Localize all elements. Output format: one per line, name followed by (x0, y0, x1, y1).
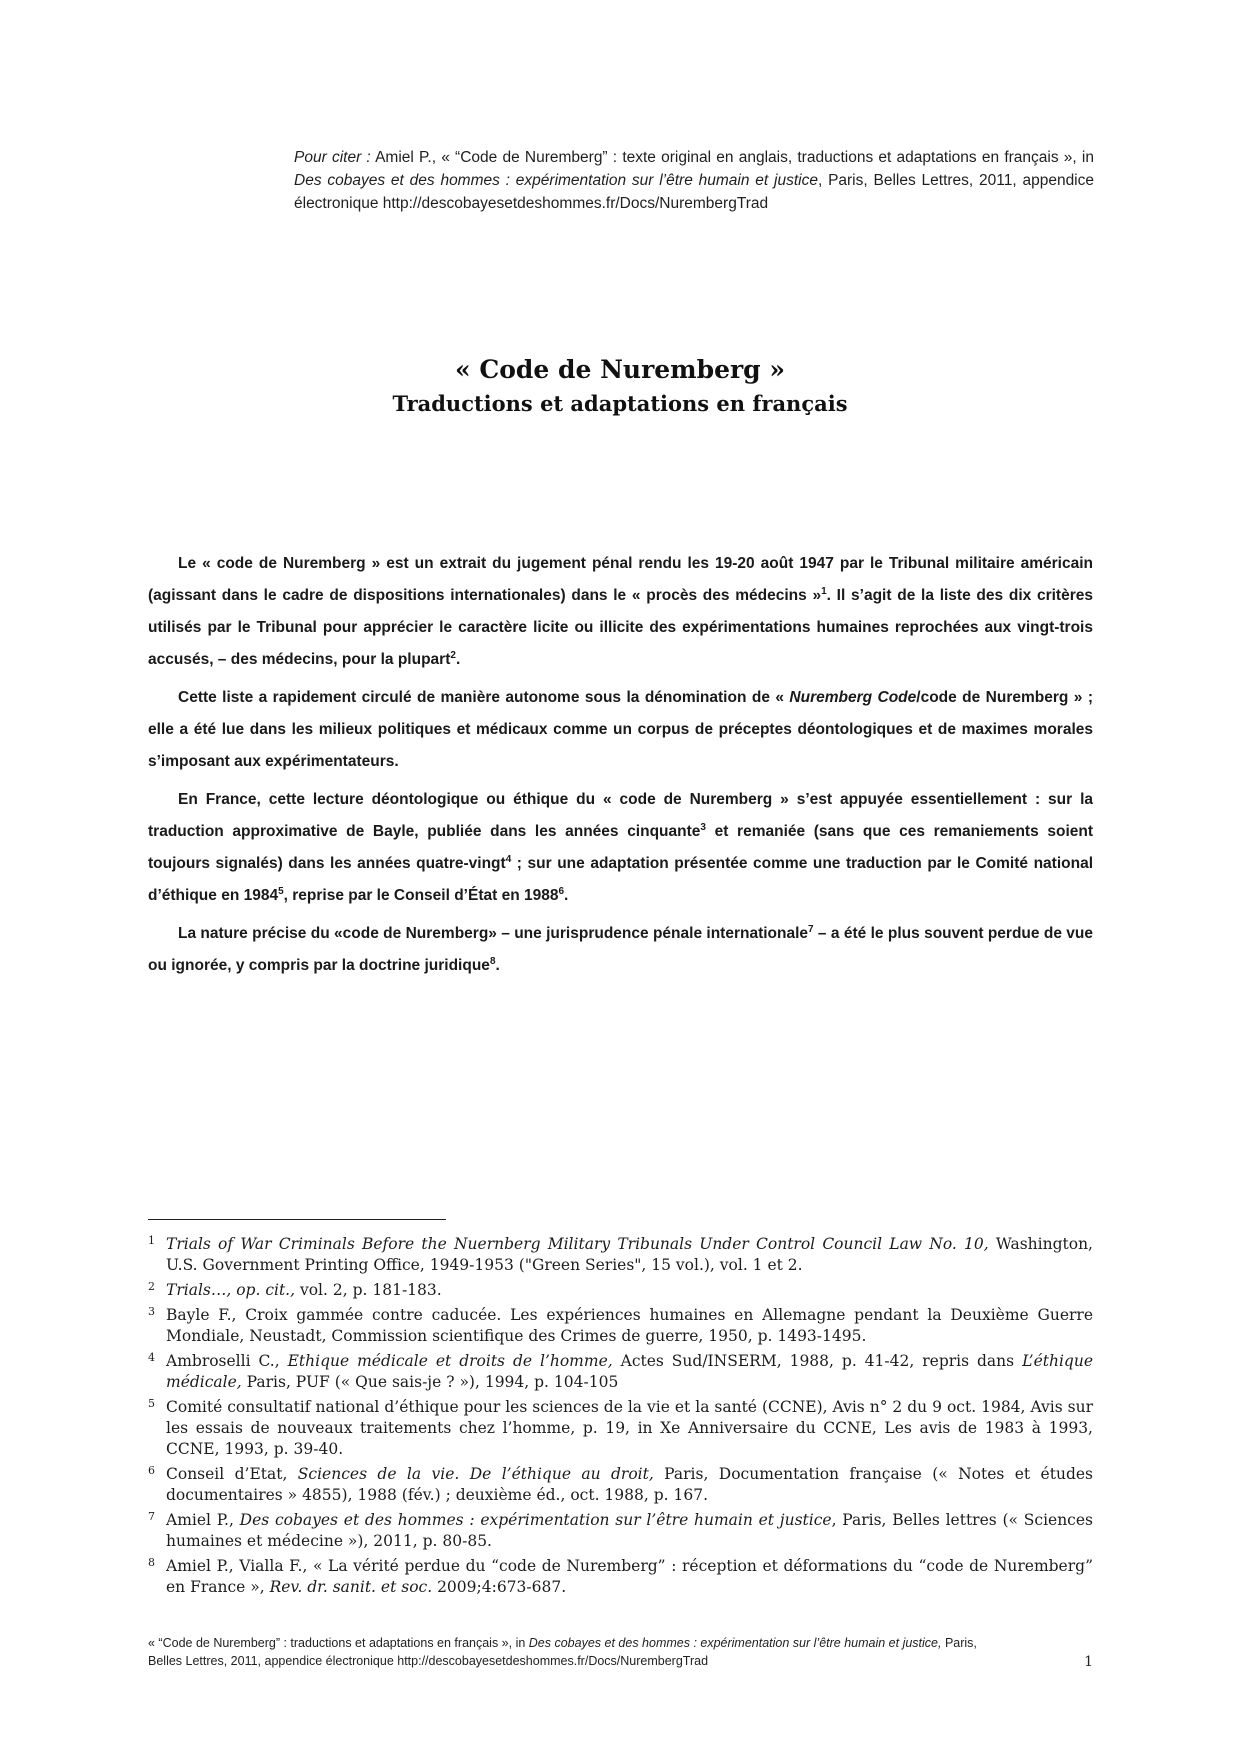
footnote-italic: Ethique médicale et droits de l’homme, (287, 1352, 613, 1370)
title-block (0, 352, 1240, 420)
citation-book-title: Des cobayes et des hommes : expérimentation sur l’être humain et justice (294, 172, 818, 189)
footnote-ref[interactable]: 5 (278, 885, 284, 897)
footnote-italic: Rev. dr. sanit. et soc. (269, 1578, 433, 1596)
footnote-text: Washington, U.S. Government Printing Office, 1949-1953 ("Green Series", 15 vol.), vol. 1 et 2. (166, 1235, 1093, 1274)
footnote-number: 5 (148, 1397, 155, 1410)
paragraph-4 (148, 918, 1093, 982)
paragraph-1 (148, 548, 1093, 676)
citation-author: Amiel P., « “Code de Nuremberg” : texte original en anglais, traductions et adaptations en français », in (370, 149, 1094, 166)
footnote-ref[interactable]: 2 (450, 649, 456, 661)
page-subtitle: Traductions et adaptations en français (392, 391, 848, 416)
page-title: « Code de Nuremberg » (454, 355, 785, 384)
citation-lead: Pour citer : (294, 149, 371, 166)
footnote-number: 3 (148, 1305, 155, 1318)
paragraph-text: , reprise par le Conseil d’État en 1988 (283, 887, 559, 904)
footnote-number: 1 (148, 1234, 155, 1247)
footnote-ref[interactable]: 8 (489, 955, 496, 967)
footnote-italic: L’éthique médicale, (166, 1352, 1093, 1391)
footer-text: « “Code de Nuremberg” : traductions et adaptations en français », in (148, 1636, 529, 1650)
paragraph-text: . (564, 887, 569, 904)
footer-book-title: Des cobayes et des hommes : expérimentation sur l’être humain et justice, (528, 1636, 942, 1650)
footnote-text: Amiel P., (166, 1511, 240, 1529)
footnote-5 (148, 1397, 1093, 1460)
paragraph-text: . Il s’agit de la liste des dix critères utilisés par le Tribunal pour apprécier le caractère licite ou illicite des expérimentations humaines reprochées aux vingt-trois accusés, – des médecins, pour la plupart (148, 587, 1093, 668)
footnote-6 (148, 1464, 1093, 1506)
footnote-4 (148, 1351, 1093, 1393)
paragraph-text: . (455, 651, 461, 668)
paragraph-text: Cette liste a rapidement circulé de manière autonome sous la dénomination de « (178, 689, 790, 706)
footnote-text: , Paris, Belles lettres (« Sciences humaines et médecine »), 2011, p. 80-85. (166, 1511, 1093, 1550)
footnote-number: 8 (148, 1556, 155, 1569)
footnote-number: 7 (148, 1510, 155, 1523)
footnote-text: Paris, PUF (« Que sais-je ? »), 1994, p. 104-105 (241, 1373, 619, 1391)
footnote-ref[interactable]: 7 (808, 923, 814, 935)
footnote-separator (148, 1219, 446, 1220)
paragraph-text: et remaniée (sans que ces remaniements soient toujours signalés) dans les années quatre-vingt (148, 823, 1093, 872)
paragraph-text: Le « code de Nuremberg » est un extrait du jugement pénal rendu les 19-20 août 1947 par le Tribunal militaire américain (agissant dans le cadre de dispositions internationales) dans le « procès des médecins » (148, 555, 1093, 604)
footnote-number: 6 (148, 1464, 155, 1477)
footnote-number: 2 (148, 1280, 155, 1293)
footnote-ref[interactable]: 3 (700, 821, 706, 833)
paragraph-text: . (495, 957, 500, 974)
footnote-text: Conseil d’Etat, (166, 1465, 298, 1483)
footer-text: Paris, Belles Lettres, 2011, appendice électronique http://descobayesetdeshommes.fr/Docs/NurembergTrad (148, 1636, 977, 1668)
footnote-italic: Trials…, op. cit., (166, 1281, 296, 1299)
footnote-ref[interactable]: 1 (821, 585, 827, 597)
paragraph-text: En France, cette lecture déontologique ou éthique du « code de Nuremberg » s’est appuyée essentiellement : sur la traduction approximative de Bayle, publiée dans les années cinquante (148, 791, 1093, 840)
footnotes (148, 1234, 1093, 1602)
paragraph-italic: Nuremberg Code (789, 689, 917, 706)
footnote-italic: Des cobayes et des hommes : expérimentation sur l’être humain et justice (239, 1511, 832, 1529)
page-footer (148, 1634, 1093, 1670)
footnote-ref[interactable]: 4 (505, 853, 512, 865)
footnote-text: Ambroselli C., (166, 1352, 288, 1370)
footnote-ref[interactable]: 6 (558, 885, 565, 897)
footnote-text: Comité consultatif national d’éthique pour les sciences de la vie et la santé (CCNE), Avis n° 2 du 9 oct. 1984, Avis sur les essais de nouveaux traitements chez l’homme, p. 19, in Xe Anniversaire du CCNE, Les avis de 1983 à 1993, CCNE, 1993, p. 39-40. (166, 1398, 1093, 1458)
footnote-7 (148, 1510, 1093, 1552)
footnote-8 (148, 1556, 1093, 1598)
footnote-1 (148, 1234, 1093, 1276)
citation-note (294, 146, 1094, 215)
footnote-3 (148, 1305, 1093, 1347)
footnote-text: 2009;4:673-687. (432, 1578, 567, 1596)
footnote-2 (148, 1280, 1093, 1301)
page-number: 1 (1084, 1654, 1093, 1670)
paragraph-2 (148, 682, 1093, 778)
paragraph-3 (148, 784, 1093, 912)
paragraph-text: /code de Nuremberg » ; elle a été lue dans les milieux politiques et médicaux comme un corpus de préceptes déontologiques et de maximes morales s’imposant aux expérimentateurs. (148, 689, 1093, 770)
footnote-text: Bayle F., Croix gammée contre caducée. Les expériences humaines en Allemagne pendant la Deuxième Guerre Mondiale, Neustadt, Commission scientifique des Crimes de guerre, 1950, p. 1493-1495. (166, 1306, 1093, 1345)
footnote-italic: Sciences de la vie. De l’éthique au droit, (297, 1465, 654, 1483)
footnote-text: Amiel P., Vialla F., « La vérité perdue du “code de Nuremberg” : réception et déformations du “code de Nuremberg” en France », (166, 1557, 1093, 1596)
footnote-italic: Trials of War Criminals Before the Nuernberg Military Tribunals Under Control Council Law No. 10, (166, 1235, 989, 1253)
citation-publication: , Paris, Belles Lettres, 2011, appendice électronique http://descobayesetdeshommes.fr/Docs/NurembergTrad (294, 172, 1094, 212)
footer-citation (148, 1634, 978, 1670)
footnote-text: Actes Sud/INSERM, 1988, p. 41-42, repris dans (612, 1352, 1023, 1370)
footnote-text: Paris, Documentation française (« Notes et études documentaires » 4855), 1988 (fév.) ; deuxième éd., oct. 1988, p. 167. (166, 1465, 1093, 1504)
footnote-text: vol. 2, p. 181-183. (295, 1281, 442, 1299)
body-text (148, 548, 1093, 982)
paragraph-text: La nature précise du «code de Nuremberg» – une jurisprudence pénale internationale (178, 925, 809, 942)
paragraph-text: ; sur une adaptation présentée comme une traduction par le Comité national d’éthique en 1984 (148, 855, 1093, 904)
footnote-number: 4 (148, 1351, 155, 1364)
paragraph-text: – a été le plus souvent perdue de vue ou ignorée, y compris par la doctrine juridique (148, 925, 1093, 974)
